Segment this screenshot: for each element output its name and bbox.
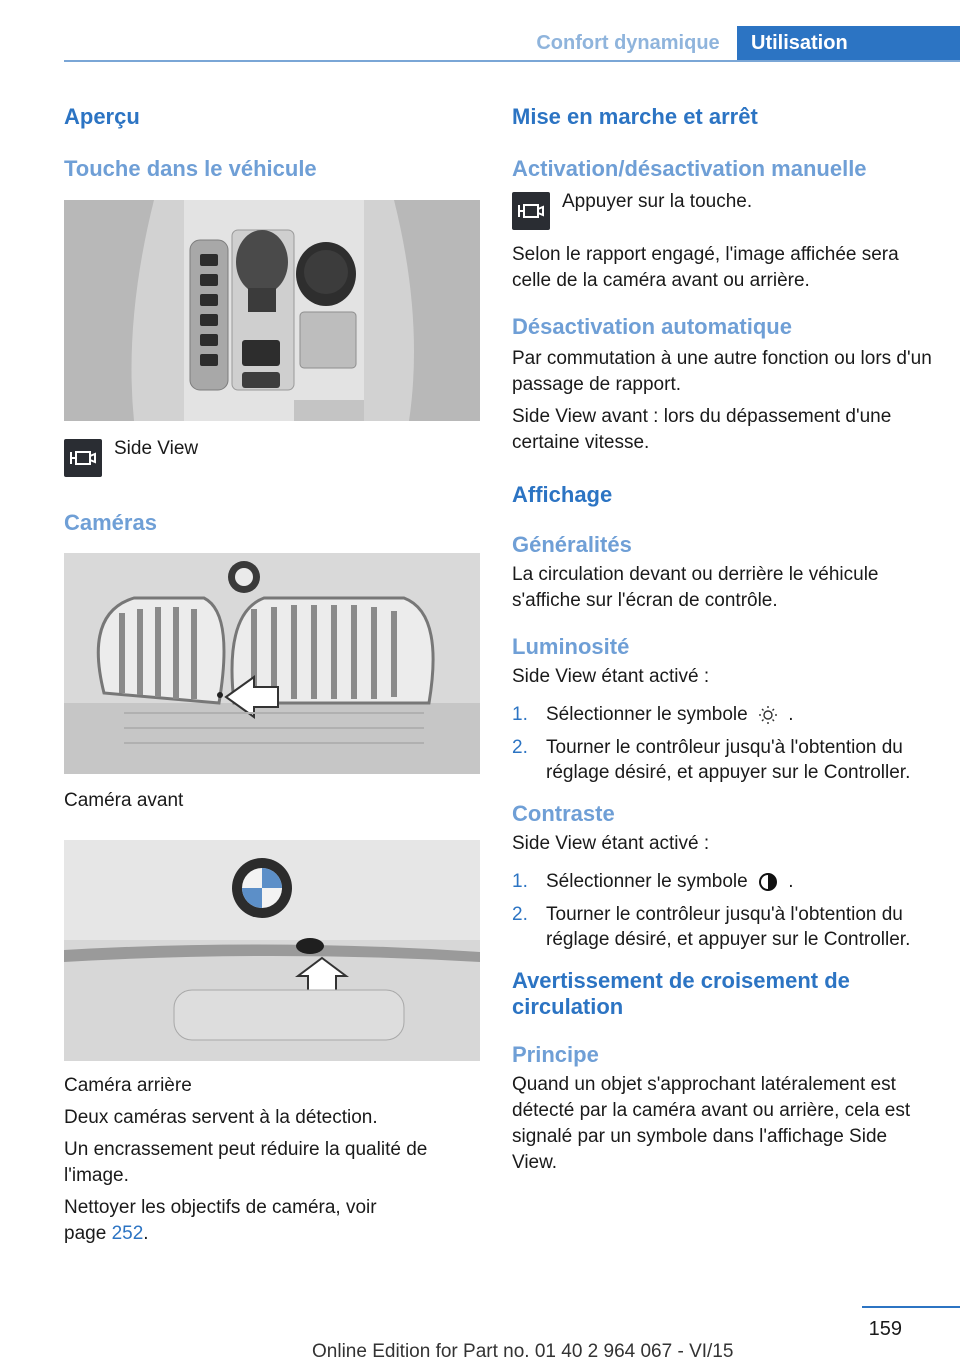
contrast-icon [753,872,783,892]
step-text-pre: Sélectionner le symbole [546,704,748,725]
caption-front-camera: Caméra avant [64,790,184,811]
brightness-icon [753,705,783,725]
heading-activation: Activation/désactivation manuelle [512,156,867,181]
rear-camera-photo [64,840,480,1061]
step-number: 2. [512,904,528,925]
step-number: 2. [512,737,528,758]
appuyer-text: Appuyer sur la touche. [562,191,753,212]
paragraph-side-view-avant: Side View avant : lors du dépassement d'une certaine vitesse. [512,406,892,453]
header-rule [64,60,960,62]
paragraph-deux-cameras: Deux caméras servent à la détection. [64,1107,378,1128]
heading-touche: Touche dans le véhicule [64,156,317,181]
luminosite-steps [512,702,932,785]
side-view-button-icon [512,192,550,230]
nettoyer-page-word: page [64,1223,107,1244]
header-chapter: Utilisation [737,26,960,61]
side-view-button-row [64,439,480,477]
console-photo [64,200,480,421]
nettoyer-period: . [143,1223,149,1244]
heading-contraste: Contraste [512,801,615,826]
step-number: 1. [512,704,528,725]
page-number-rule [862,1306,960,1308]
right-column [512,100,932,1176]
list-item [512,902,932,952]
heading-affichage: Affichage [512,482,613,507]
heading-avertissement: Avertissement de croisement de circulation [512,968,850,1019]
heading-mise-en-marche: Mise en marche et arrêt [512,104,758,129]
step-number: 1. [512,871,528,892]
heading-cameras: Caméras [64,510,157,535]
list-item [512,869,932,894]
list-item [512,735,932,785]
side-view-camera-icon [64,439,102,477]
paragraph-principe: Quand un objet s'approchant latéralement est détecté par la caméra avant ou arrière, cela est signalé par un symbole dans l'affichage Side View. [512,1074,911,1173]
activation-button-row [512,192,932,230]
luminosite-intro: Side View étant activé : [512,666,710,687]
caption-rear-camera: Caméra arrière [64,1075,192,1096]
paragraph-circulation: La circulation devant ou derrière le véhicule s'affiche sur l'écran de contrôle. [512,564,879,611]
heading-apercu: Aperçu [64,104,140,129]
front-camera-photo [64,553,480,774]
paragraph-encrassement: Un encrassement peut réduire la qualité de l'image. [64,1139,428,1186]
step-text-pre: Sélectionner le symbole [546,871,748,892]
step-text [546,702,794,727]
step-text: Tourner le contrôleur jusqu'à l'obtention du réglage désiré, et appuyer sur le Controller. [546,904,911,950]
heading-luminosite: Luminosité [512,634,630,659]
left-column [64,100,480,1247]
side-view-label: Side View [114,438,199,459]
step-text: Tourner le contrôleur jusqu'à l'obtention du réglage désiré, et appuyer sur le Controller. [546,737,911,783]
contraste-intro: Side View étant activé : [512,833,710,854]
step-text-post: . [788,871,794,892]
header-section: Confort dynamique [536,32,720,54]
list-item [512,702,932,727]
footer-edition: Online Edition for Part no. 01 40 2 964 067 - VI/15 [312,1341,734,1362]
paragraph-commutation: Par commutation à une autre fonction ou lors d'un passage de rapport. [512,348,932,395]
page-number: 159 [868,1318,902,1340]
page-link-252[interactable]: 252 [111,1223,144,1244]
nettoyer-text: Nettoyer les objectifs de caméra, voir [64,1197,377,1218]
heading-desactivation: Désactivation automatique [512,314,792,339]
contraste-steps [512,869,932,952]
step-text [546,869,794,894]
paragraph-nettoyer [64,1195,480,1247]
heading-principe: Principe [512,1042,599,1067]
heading-generalites: Généralités [512,532,632,557]
step-text-post: . [788,704,794,725]
paragraph-selon: Selon le rapport engagé, l'image affichée sera celle de la caméra avant ou arrière. [512,244,899,291]
